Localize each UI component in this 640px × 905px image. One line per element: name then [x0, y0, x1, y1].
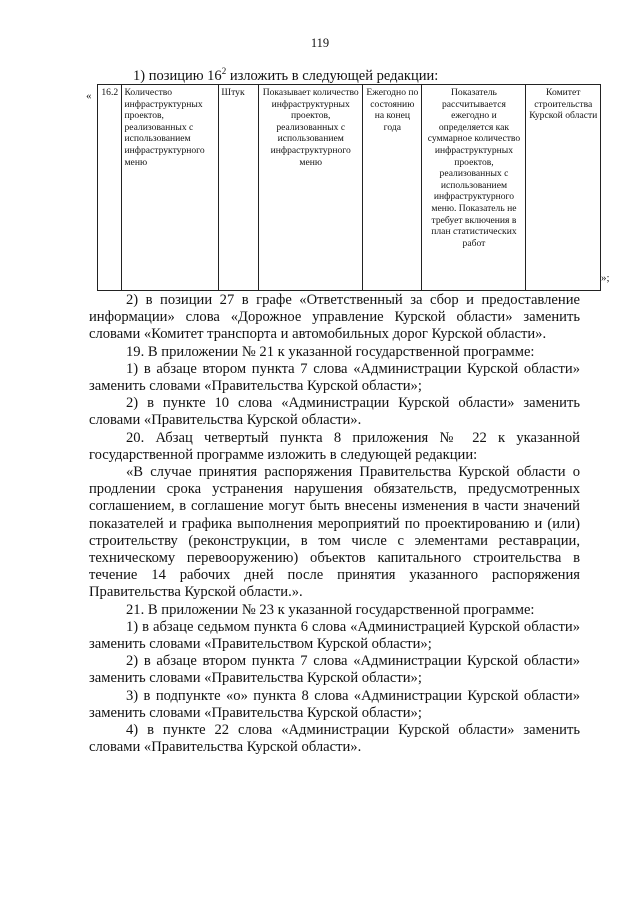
- paragraph: 20. Абзац четвертый пункта 8 приложения № 22 к указанной государственной программе изложить в следующей редакции:: [89, 429, 580, 463]
- cell-method: Показатель рассчитывается ежегодно и определяется как суммарное количество инфраструктурных проектов, реализованных с использованием инфраструктурного меню. Показатель не требует включения в план статистических работ: [422, 85, 526, 291]
- cell-number: 16.2: [98, 85, 122, 291]
- table-row: [98, 85, 601, 291]
- paragraph: 21. В приложении № 23 к указанной государственной программе:: [126, 601, 535, 618]
- cell-description: Показывает количество инфраструктурных проектов, реализованных с использованием инфраструктурного меню: [259, 85, 363, 291]
- intro-text: 1) позицию 16: [133, 67, 222, 84]
- cell-indicator-name: Количество инфраструктурных проектов, реализованных с использованием инфраструктурного меню: [122, 85, 219, 291]
- intro-tail: изложить в следующей редакции:: [226, 67, 439, 84]
- table-quote-open: «: [86, 90, 92, 102]
- indicator-table: [97, 84, 601, 291]
- page-number: 119: [310, 36, 330, 50]
- cell-period: Ежегодно по состоянию на конец года: [363, 85, 422, 291]
- table-quote-close: »;: [601, 272, 610, 284]
- paragraph: 2) в абзаце втором пункта 7 слова «Администрации Курской области» заменить словами «Правительства Курской области»;: [89, 653, 580, 687]
- item-intro: [133, 66, 438, 85]
- paragraph: 1) в абзаце седьмом пункта 6 слова «Администрацией Курской области» заменить словами «Правительством Курской области»;: [89, 618, 580, 653]
- intro-superscript: 2: [221, 66, 227, 76]
- paragraph: 3) в подпункте «о» пункта 8 слова «Администрации Курской области» заменить словами «Правительства Курской области»;: [89, 687, 580, 721]
- paragraph: 2) в позиции 27 в графе «Ответственный за сбор и предоставление информации» слова «Дорожное управление Курской области» заменить словами «Комитет транспорта и автомобильных дорог Курской области».: [89, 292, 580, 343]
- paragraph: «В случае принятия распоряжения Правительства Курской области о продлении срока устранения нарушения обязательств, предусмотренных соглашением, в соглашение могут быть внесены изменения в части значений показателей и графика выполнения мероприятий по проектированию и (или) строительству (реконструкции, в том числе с элементами реставрации, техническому перевооружению) объектов капитального строительства в течение 14 рабочих дней после принятия указанного распоряжения Правительства Курской области.».: [89, 464, 580, 601]
- cell-unit: Штук: [219, 85, 259, 291]
- paragraph: 19. В приложении № 21 к указанной государственной программе:: [126, 343, 535, 360]
- paragraph: 4) в пункте 22 слова «Администрации Курской области» заменить словами «Правительства Курской области».: [89, 722, 580, 756]
- cell-responsible: Комитет строительства Курской области: [526, 85, 601, 291]
- paragraph: 1) в абзаце втором пункта 7 слова «Администрации Курской области» заменить словами «Правительства Курской области»;: [89, 360, 580, 395]
- document-body: [89, 292, 580, 756]
- paragraph: 2) в пункте 10 слова «Администрации Курской области» заменить словами «Правительства Курской области».: [89, 395, 580, 429]
